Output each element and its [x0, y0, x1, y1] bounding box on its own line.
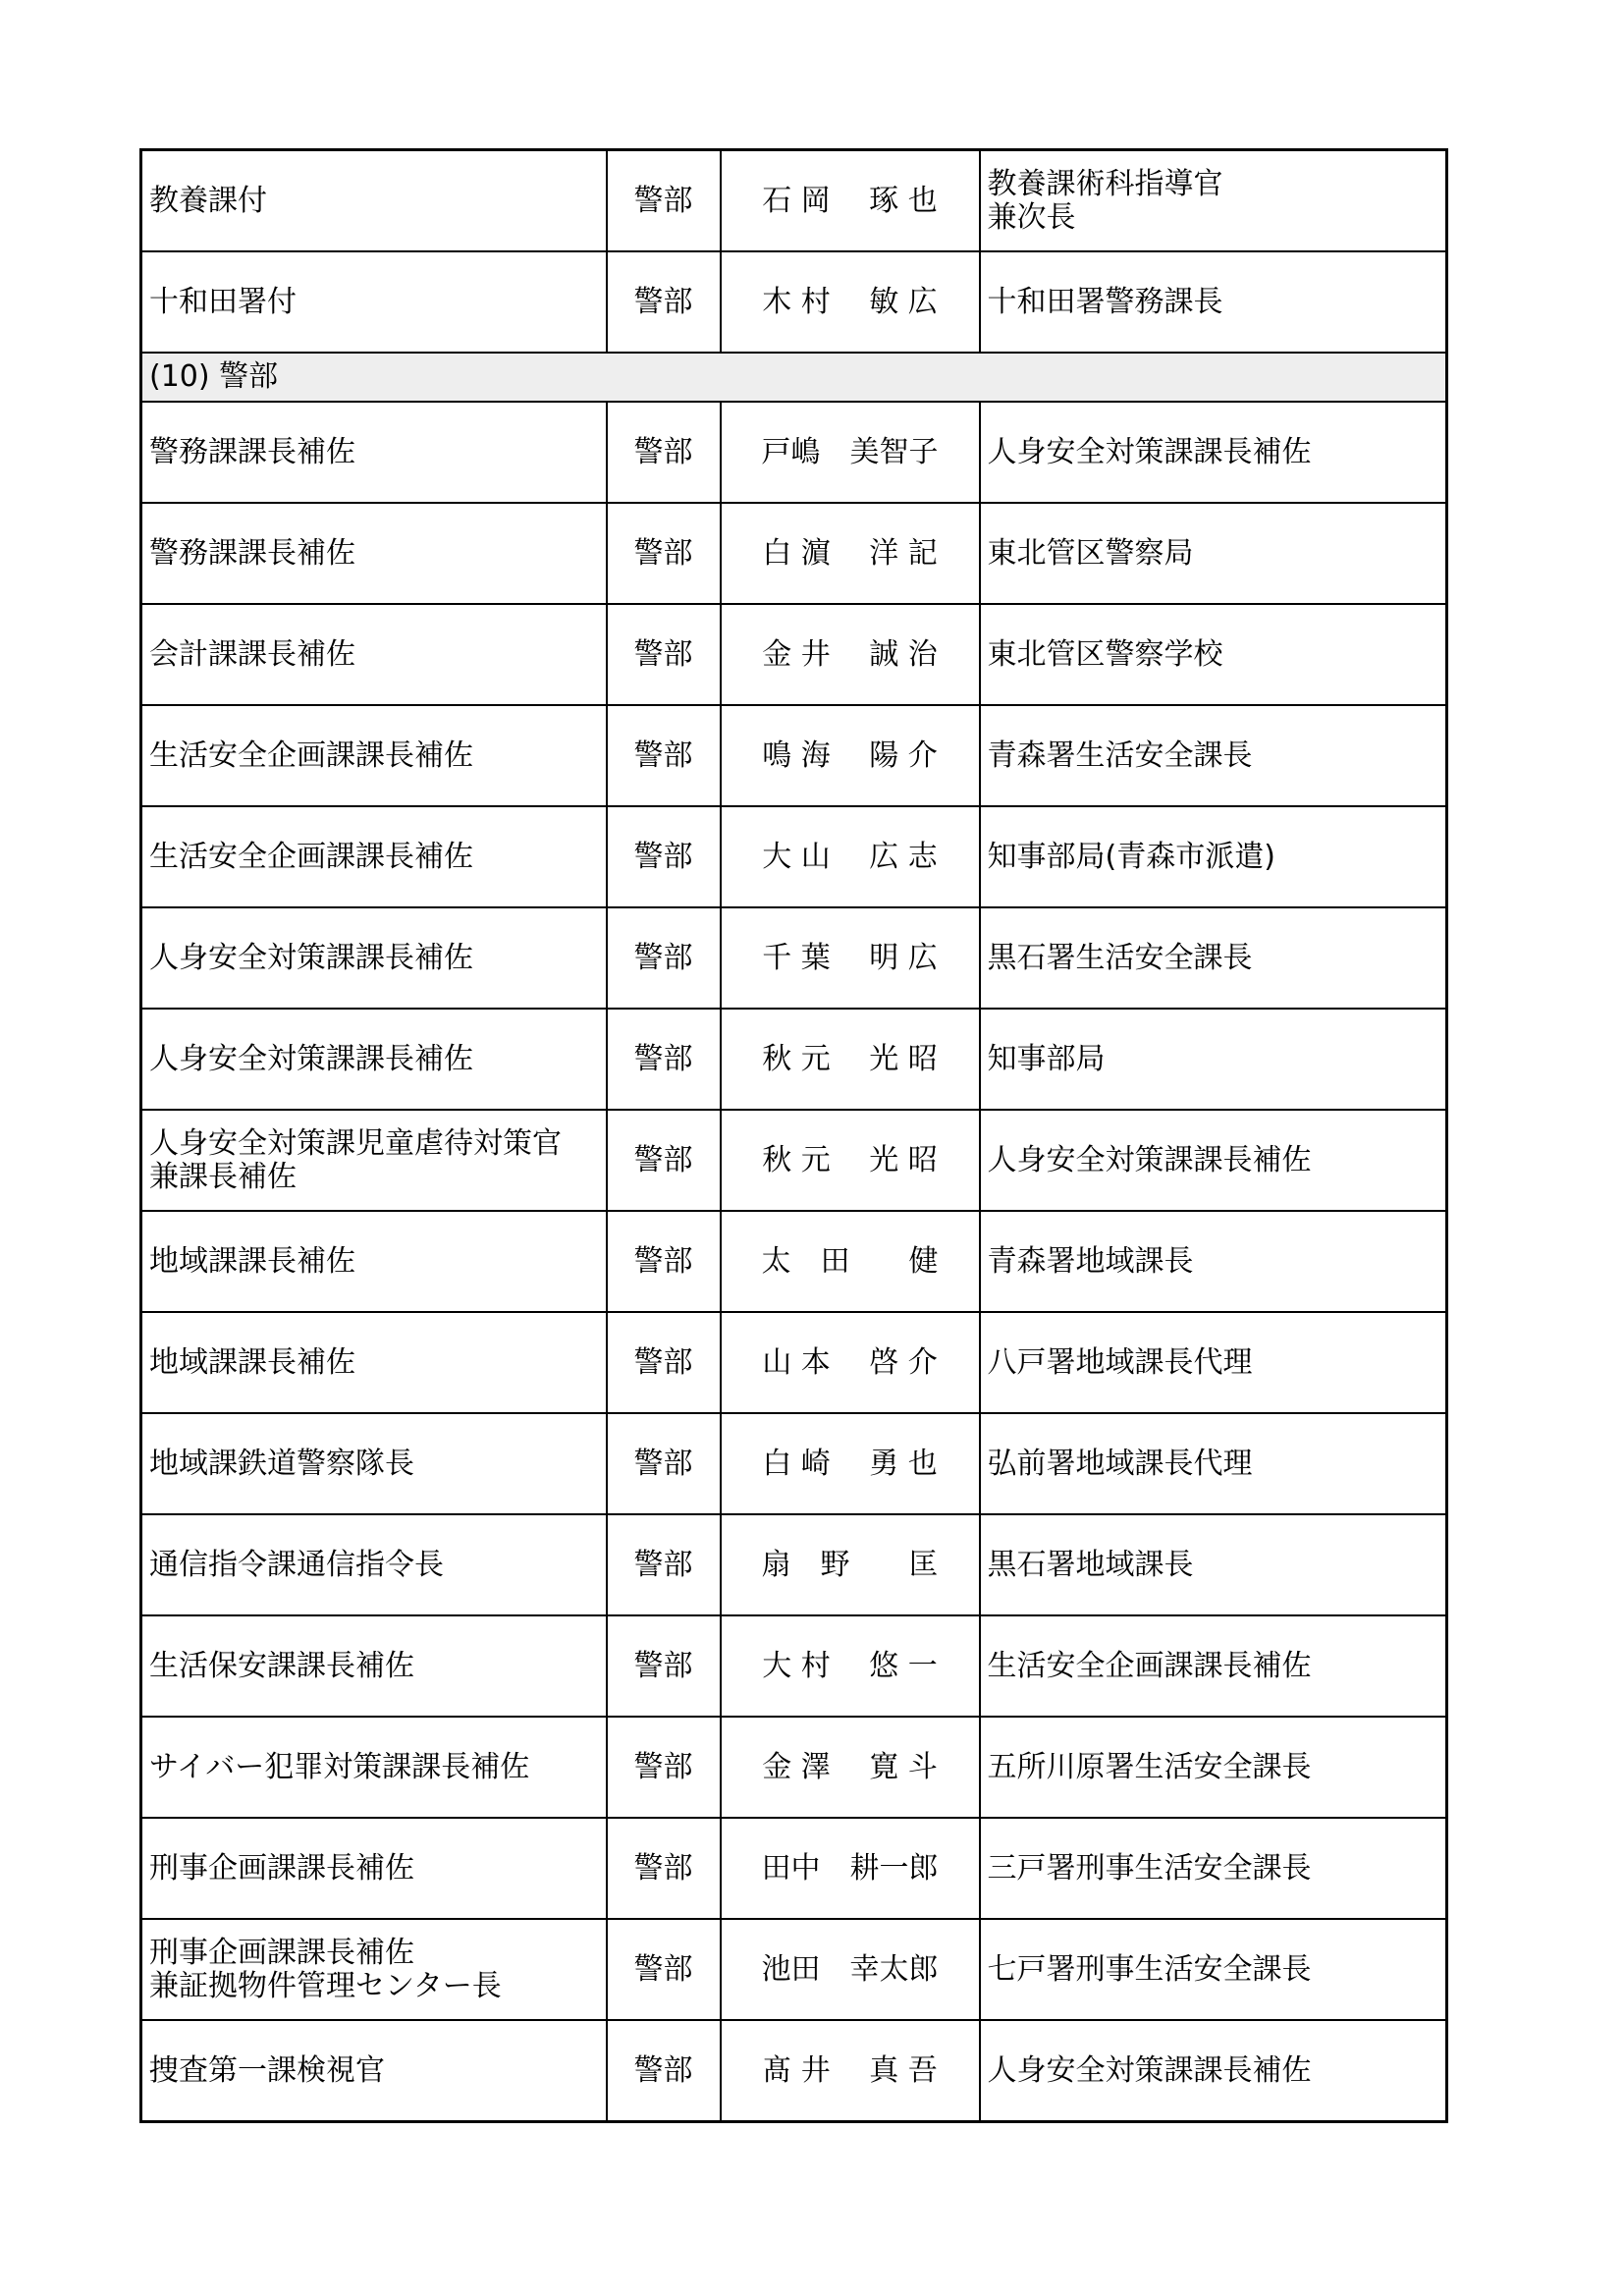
previous-post-cell: 人身安全対策課課長補佐	[980, 1110, 1447, 1211]
name-cell: 木 村 敏 広	[721, 251, 980, 353]
rank-cell: 警部	[607, 503, 721, 604]
new-post-cell: 人身安全対策課児童虐待対策官 兼課長補佐	[141, 1110, 607, 1211]
name-cell: 山 本 啓 介	[721, 1312, 980, 1413]
rank-cell: 警部	[607, 1514, 721, 1615]
rank-cell: 警部	[607, 1110, 721, 1211]
rank-cell: 警部	[607, 1615, 721, 1717]
name-cell: 秋 元 光 昭	[721, 1009, 980, 1110]
rank-cell: 警部	[607, 150, 721, 252]
previous-post-cell: 知事部局(青森市派遣)	[980, 806, 1447, 907]
new-post-cell: 地域課鉄道警察隊長	[141, 1413, 607, 1514]
new-post-cell: 人身安全対策課課長補佐	[141, 907, 607, 1009]
table-row	[141, 1009, 1447, 1110]
section-header-row	[141, 353, 1447, 402]
rank-cell: 警部	[607, 402, 721, 503]
new-post-cell: 捜査第一課検視官	[141, 2020, 607, 2122]
name-cell: 秋 元 光 昭	[721, 1110, 980, 1211]
rank-cell: 警部	[607, 705, 721, 806]
name-cell: 金 井 誠 治	[721, 604, 980, 705]
previous-post-cell: 黒石署地域課長	[980, 1514, 1447, 1615]
previous-post-cell: 知事部局	[980, 1009, 1447, 1110]
previous-post-cell: 東北管区警察学校	[980, 604, 1447, 705]
rank-cell: 警部	[607, 1211, 721, 1312]
name-cell: 戸嶋 美智子	[721, 402, 980, 503]
previous-post-cell: 青森署地域課長	[980, 1211, 1447, 1312]
previous-post-cell: 青森署生活安全課長	[980, 705, 1447, 806]
new-post-cell: 会計課課長補佐	[141, 604, 607, 705]
new-post-cell: 教養課付	[141, 150, 607, 252]
previous-post-cell: 五所川原署生活安全課長	[980, 1717, 1447, 1818]
previous-post-cell: 東北管区警察局	[980, 503, 1447, 604]
new-post-cell: 刑事企画課課長補佐 兼証拠物件管理センター長	[141, 1919, 607, 2020]
table-row	[141, 705, 1447, 806]
name-cell: 金 澤 寛 斗	[721, 1717, 980, 1818]
table-row	[141, 806, 1447, 907]
table-row	[141, 907, 1447, 1009]
name-cell: 太 田 健	[721, 1211, 980, 1312]
new-post-cell: 通信指令課通信指令長	[141, 1514, 607, 1615]
table-row	[141, 503, 1447, 604]
table-row	[141, 251, 1447, 353]
section-header-label: (10) 警部	[141, 353, 1447, 402]
previous-post-cell: 七戸署刑事生活安全課長	[980, 1919, 1447, 2020]
rank-cell: 警部	[607, 806, 721, 907]
new-post-cell: 刑事企画課課長補佐	[141, 1818, 607, 1919]
rank-cell: 警部	[607, 1818, 721, 1919]
rank-cell: 警部	[607, 1717, 721, 1818]
personnel-table	[139, 148, 1448, 2123]
previous-post-cell: 生活安全企画課課長補佐	[980, 1615, 1447, 1717]
new-post-cell: 警務課課長補佐	[141, 503, 607, 604]
rank-cell: 警部	[607, 1919, 721, 2020]
new-post-cell: 地域課課長補佐	[141, 1211, 607, 1312]
new-post-cell: 十和田署付	[141, 251, 607, 353]
name-cell: 大 山 広 志	[721, 806, 980, 907]
rank-cell: 警部	[607, 2020, 721, 2122]
rank-cell: 警部	[607, 1312, 721, 1413]
new-post-cell: 生活安全企画課課長補佐	[141, 705, 607, 806]
new-post-cell: 生活保安課課長補佐	[141, 1615, 607, 1717]
name-cell: 扇 野 匡	[721, 1514, 980, 1615]
name-cell: 大 村 悠 一	[721, 1615, 980, 1717]
name-cell: 田中 耕一郎	[721, 1818, 980, 1919]
table-row	[141, 604, 1447, 705]
table-row	[141, 1514, 1447, 1615]
name-cell: 鳴 海 陽 介	[721, 705, 980, 806]
rank-cell: 警部	[607, 907, 721, 1009]
table-row	[141, 1413, 1447, 1514]
previous-post-cell: 人身安全対策課課長補佐	[980, 402, 1447, 503]
name-cell: 池田 幸太郎	[721, 1919, 980, 2020]
new-post-cell: サイバー犯罪対策課課長補佐	[141, 1717, 607, 1818]
rank-cell: 警部	[607, 604, 721, 705]
personnel-table-body	[141, 150, 1447, 2122]
name-cell: 白 濵 洋 記	[721, 503, 980, 604]
previous-post-cell: 弘前署地域課長代理	[980, 1413, 1447, 1514]
new-post-cell: 生活安全企画課課長補佐	[141, 806, 607, 907]
table-row	[141, 1919, 1447, 2020]
previous-post-cell: 八戸署地域課長代理	[980, 1312, 1447, 1413]
rank-cell: 警部	[607, 1413, 721, 1514]
new-post-cell: 警務課課長補佐	[141, 402, 607, 503]
table-row	[141, 150, 1447, 252]
table-row	[141, 1211, 1447, 1312]
table-row	[141, 1110, 1447, 1211]
previous-post-cell: 三戸署刑事生活安全課長	[980, 1818, 1447, 1919]
table-row	[141, 1615, 1447, 1717]
previous-post-cell: 教養課術科指導官 兼次長	[980, 150, 1447, 252]
name-cell: 白 崎 勇 也	[721, 1413, 980, 1514]
previous-post-cell: 十和田署警務課長	[980, 251, 1447, 353]
name-cell: 千 葉 明 広	[721, 907, 980, 1009]
previous-post-cell: 人身安全対策課課長補佐	[980, 2020, 1447, 2122]
table-row	[141, 1818, 1447, 1919]
rank-cell: 警部	[607, 251, 721, 353]
previous-post-cell: 黒石署生活安全課長	[980, 907, 1447, 1009]
new-post-cell: 地域課課長補佐	[141, 1312, 607, 1413]
table-row	[141, 402, 1447, 503]
new-post-cell: 人身安全対策課課長補佐	[141, 1009, 607, 1110]
name-cell: 髙 井 真 吾	[721, 2020, 980, 2122]
rank-cell: 警部	[607, 1009, 721, 1110]
table-row	[141, 2020, 1447, 2122]
table-row	[141, 1312, 1447, 1413]
name-cell: 石 岡 琢 也	[721, 150, 980, 252]
table-row	[141, 1717, 1447, 1818]
